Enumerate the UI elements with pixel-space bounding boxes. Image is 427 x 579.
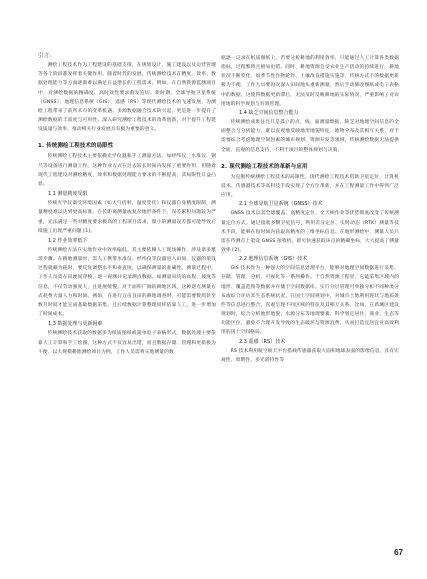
subsection-2-2-paragraph: GIS 技术作为一种强大的空间信息处理平台，能够对地理空间数据进行采集、存储、管理、分析、可视化等一系列操作。于自然资源工程里，它能采集区域内的地形、覆盖范围等数据并存储于空间数据库。实行分层管理可单独分析不同种类分布或综合评估其生态系统状况。在国土空间规划中，对城市土地利用现状与地质条件等信息进行整合，直观呈现不同区域的特征及其相互关系。比如，在新城区建设规划时，综合分析地形地貌、水源分布等地理要素，科学划定居住、商业、生态等功能区位，避免不合理开发导致的生态破坏与资源浪费，从而打造宜居宜业高效利用的国土空间格局。 xyxy=(221,266,399,336)
intro-paragraph: 测绘工程技术作为工程建设的基础支撑，在规划设计、施工建设以及运营管理等各个阶段都发挥着关键作用。随着时代的发展，传统测绘技术在精度、效率、数据处理能力等方面逐渐难以满足日益增长的工程需求。例如，在自然资源监测项目中，对测绘数据的精确度、高时效性要求愈发迫切。新时期，全球导航卫星系统（GNSS）、地理信息系统（GIS）、遥感（RS）等现代测绘技术的飞速发展，为测绘工程带来了前所未有的变革机遇。多源数据融合技术的兴起，更是进一步提升了测绘数据的丰富度与可用性。深入研究测绘工程技术的改革创新，对于提升工程建设质量与效率、推动相关行业发展具有极为重要的意义。 xyxy=(38,63,216,133)
intro-label: 引言: xyxy=(38,53,52,59)
subsection-1-2-paragraph: 传统测绘方法在实地作业中效率偏低。其主要依赖人工现场操作，涉及诸多繁琐步骤。在耕地测量时，需人工携带水准仪、经纬仪等仪器进入田间，仪器的架设过程就颇为耗时，要反复调整水平和垂直度，以确保测量的准确性。测量过程中，工作人员需在田埂间穿梭，逐一观测并记录测点数据。如测量田块的高程、坡度等信息，不仅劳动强度大，且进展缓慢。对于面积广阔的耕地区域，这种逐点测量方式耗费大量人力和时间。例如，在进行万亩良田的耕地调查时，可能需要数周甚至数月时间才能完成基础数据采集，且后续数据计算整理同样依靠人工，进一步增加了时间成本。 xyxy=(38,247,216,318)
subsection-2-1-heading: 2.1 全球导航卫星系统（GNSS）技术 xyxy=(239,201,323,208)
section-2-heading: 2. 现代测绘工程技术的革新与应用 xyxy=(221,163,308,170)
subsection-1-3-paragraph: 传统测绘技术获取的数据多为纸质图纸或简单电子表格形式，数据处理主要依靠人工计算和手工绘图。这种方式不仅容易出错，而且数据存储、管理和更新极为不便。以大规模耕地测绘项目为例，工作人员需将实地测量的数 xyxy=(38,331,216,355)
subsection-2-3-heading: 2.3 遥感（RS）技术 xyxy=(239,338,286,345)
subsection-1-4-paragraph: 传统测绘成果往往只是孤立的点、线、面测量数据，缺乏对地理空间信息的全面整合与分析能力。难以直观地反映地形地貌特征、地物分布及其相互关系，对于需要综合考虑地理空间因素的城市规划、资源开发等领域，传统测绘数据无法提供全面、直观的信息支持，不利于项目的整体规划与决策。 xyxy=(221,120,399,153)
section-2-paragraph: 为克服传统测绘工程技术的局限性，现代测绘工程技术借助卫星定位、计算机技术、传感器技术等高科技手段实现了全方位革新，并在工程测量工作中得到广泛应用。 xyxy=(221,174,399,199)
continued-paragraph: 据逐一记录在纸质图纸上，若要分析耕地的利用效率，只能通过人工计算各类数据指标，过程繁琐且极易出错。同时，耕地资源会受农业生产活动的持续进行，耕地状况不断变化，如季节性作物轮作、土壤改良措施实施等，传统方式下的数据更新极为不便，工作人员要再次深入田间地头重新测量，然后手动修改图纸或电子表格中的数据，这使得数据更新滞后，无法及时反映耕地的实际情况，严重影响了对农用地的科学规划与有效管理。 xyxy=(221,56,399,107)
page-number: 67 xyxy=(394,548,403,557)
right-column xyxy=(221,54,399,365)
left-column xyxy=(38,52,216,357)
subsection-1-3-heading: 1.3 数据处理与更新困难 xyxy=(48,321,103,328)
subsection-2-2-heading: 2.2 地理信息系统（GIS）技术 xyxy=(239,256,308,263)
section-1-paragraph: 传统测绘工程技术主要依赖光学仪器和手工测量方法，如经纬仪、水准仪、钢尺等设备进行测量工作。这种作业方式在过去较长时间内发挥了重要作用，但随着现代工程建设对测绘精度、效率和数据处理能力要求的不断提高，其局限性日益凸显。 xyxy=(38,154,216,187)
subsection-1-2-heading: 1.2 作业效率低下 xyxy=(48,237,88,244)
subsection-2-3-paragraph: RS 技术利用航空航天平台搭载传感器获取大面积地球表面的影像信息，具有宏观性、周期性、多光谱特性等 xyxy=(221,348,399,363)
subsection-2-1-paragraph: GNSS 技术以其全球覆盖、高精度定位、全天候作业等优势彻底改变了传统测量定位方式。通过接收多颗卫星信号，利用差分定位、实时动态（RTK）测量等技术手段，能够在短时间内获取高精度的三维坐标信息。在地形测绘中，测量人员只需在待测点上架设 GNSS 接收机，即可快速获取该点的精确坐标，大大提高了测量效率 [2]。 xyxy=(221,211,399,253)
section-1-heading: 1. 传统测绘工程技术的局限性 xyxy=(38,143,114,150)
subsection-1-1-heading: 1.1 测量精度受限 xyxy=(48,191,88,198)
subsection-1-1-paragraph: 传统光学仪器受环境因素（如大气折射、温度变化）和仪器自身精度限制，测量精度难以达到更高标准。在长距离测量或复杂地形条件下，误差累积问题较为严重，无法满足一些对精度要求极高的工程项目需求，微小的测量误差都可能导致后续施工出现严重问题 [1]。 xyxy=(38,201,216,234)
subsection-1-4-heading: 1.4 缺乏空间信息整合能力 xyxy=(239,109,299,116)
